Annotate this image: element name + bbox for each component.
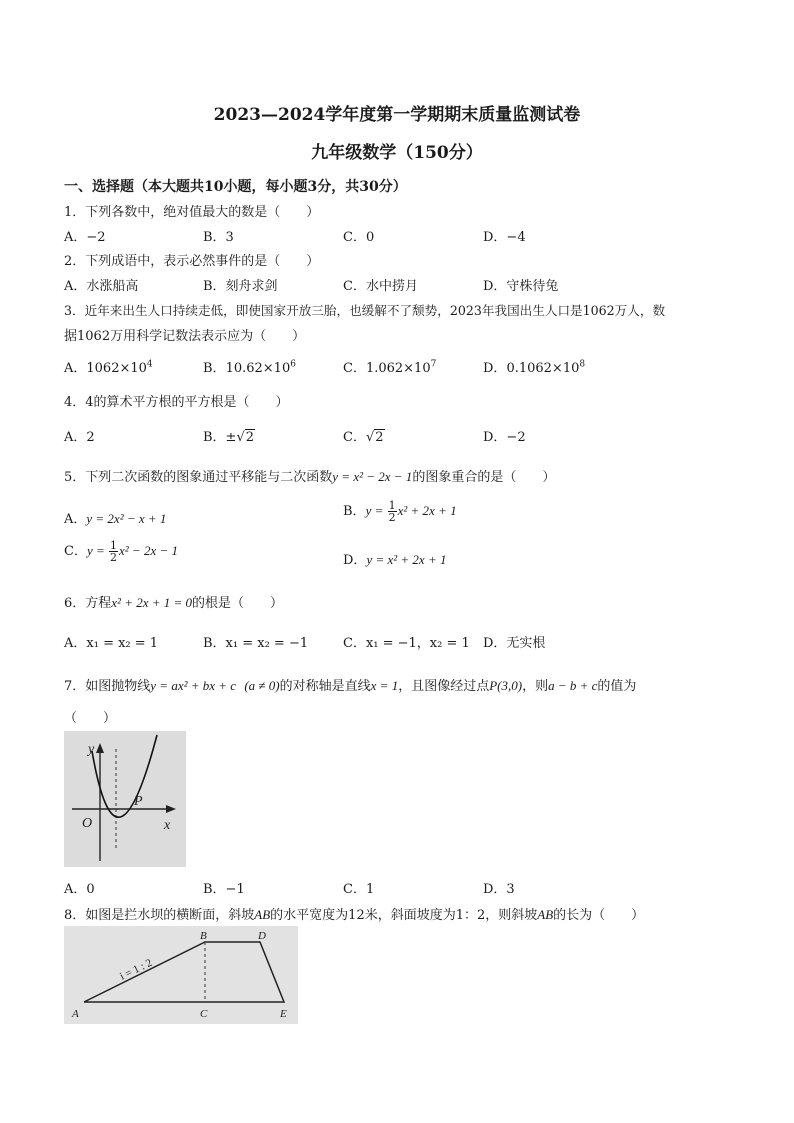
exam-subtitle: 九年级数学（150分）	[311, 143, 483, 163]
q8-stem: 8．如图是拦水坝的横断面，斜坡AB的水平宽度为12米，斜面坡度为1：2，则斜坡AB的长为（ ）	[64, 907, 645, 923]
label-c: C	[200, 1008, 208, 1020]
figure-background	[64, 731, 186, 867]
label-a: A	[72, 1008, 79, 1020]
q3-stem-line1: 3．近年来出生人口持续走低，即使国家开放三胎，也缓解不了颓势，2023年我国出生人口是1062万人，数	[64, 303, 666, 318]
q2-option-c: C．水中捞月	[343, 279, 418, 294]
q4-option-b: B．±√2	[203, 430, 255, 445]
q3-option-b: B．$10.62\times 10^6$	[203, 359, 296, 376]
q6-option-b: B．x₁ = x₂ = −1	[203, 636, 309, 651]
q6-option-c: C．x₁ = −1，x₂ = 1	[343, 636, 470, 651]
q3-option-d: D．$0.1062\times 10^8$	[483, 359, 586, 376]
q5-option-d: D．y = x² + 2x + 1	[343, 552, 447, 568]
q2-option-b: B．刻舟求剑	[203, 279, 278, 294]
q7-option-a: A．0	[64, 882, 95, 897]
q7-parabola-figure	[64, 731, 186, 867]
label-b: B	[200, 930, 207, 942]
q1-stem: 1．下列各数中，绝对值最大的数是（ ）	[64, 205, 320, 220]
label-e: E	[280, 1008, 287, 1020]
q6-stem: 6．方程x² + 2x + 1 = 0的根是（ ）	[64, 595, 284, 611]
q1-option-a: A．−2	[64, 230, 106, 245]
q7-answer-paren: （ ）	[64, 711, 117, 726]
q4-option-d: D．−2	[483, 430, 526, 445]
y-label: y	[88, 742, 95, 757]
exam-title: 2023—2024学年度第一学期期末质量监测试卷	[213, 105, 581, 125]
q3-stem-line2: 据1062万用科学记数法表示应为（ ）	[64, 329, 306, 344]
q8-dam-figure	[64, 926, 298, 1024]
q1-option-d: D．−4	[483, 230, 526, 245]
slope-label: i = 1 : 2	[118, 956, 155, 983]
q4-option-a: A．2	[64, 430, 95, 445]
q3-option-a: A．$1062\times 10^4$	[64, 359, 153, 376]
origin-label: O	[82, 816, 93, 831]
q6-option-a: A．x₁ = x₂ = 1	[64, 636, 159, 651]
q1-option-b: B．3	[203, 230, 234, 245]
q5-option-c: C．y = $\frac{1}{2}$ x² − 2x − 1	[64, 539, 178, 564]
section-heading: 一、选择题（本大题共10小题，每小题3分，共30分）	[64, 179, 407, 195]
point-p-label: P	[134, 794, 143, 809]
q6-option-d: D．无实根	[483, 636, 546, 651]
q7-stem: 7．如图抛物线y = ax² + bx + c (a ≠ 0)的对称轴是直线x = 1，且图像经过点P(3,0)，则a − b + c的值为	[64, 678, 637, 694]
q4-option-c: C．√2	[343, 430, 384, 445]
q7-option-d: D．3	[483, 882, 515, 897]
q7-option-c: C．1	[343, 882, 375, 897]
q4-stem: 4．4的算术平方根的平方根是（ ）	[64, 395, 289, 410]
q3-option-c: C．$1.062\times 10^7$	[343, 359, 437, 376]
q7-option-b: B．−1	[203, 882, 245, 897]
q5-stem: 5．下列二次函数的图象通过平移能与二次函数y = x² − 2x − 1的图象重合的是（ ）	[64, 469, 556, 485]
q2-option-d: D．守株待兔	[483, 279, 559, 294]
q5-option-a: A．y = 2x² − x + 1	[64, 511, 167, 527]
q1-option-c: C．0	[343, 230, 375, 245]
q5-option-b: B．y = $\frac{1}{2}$ x² + 2x + 1	[343, 499, 457, 524]
label-d: D	[258, 930, 266, 942]
x-label: x	[164, 818, 171, 833]
q2-option-a: A．水涨船高	[64, 279, 139, 294]
q2-stem: 2．下列成语中，表示必然事件的是（ ）	[64, 254, 320, 269]
